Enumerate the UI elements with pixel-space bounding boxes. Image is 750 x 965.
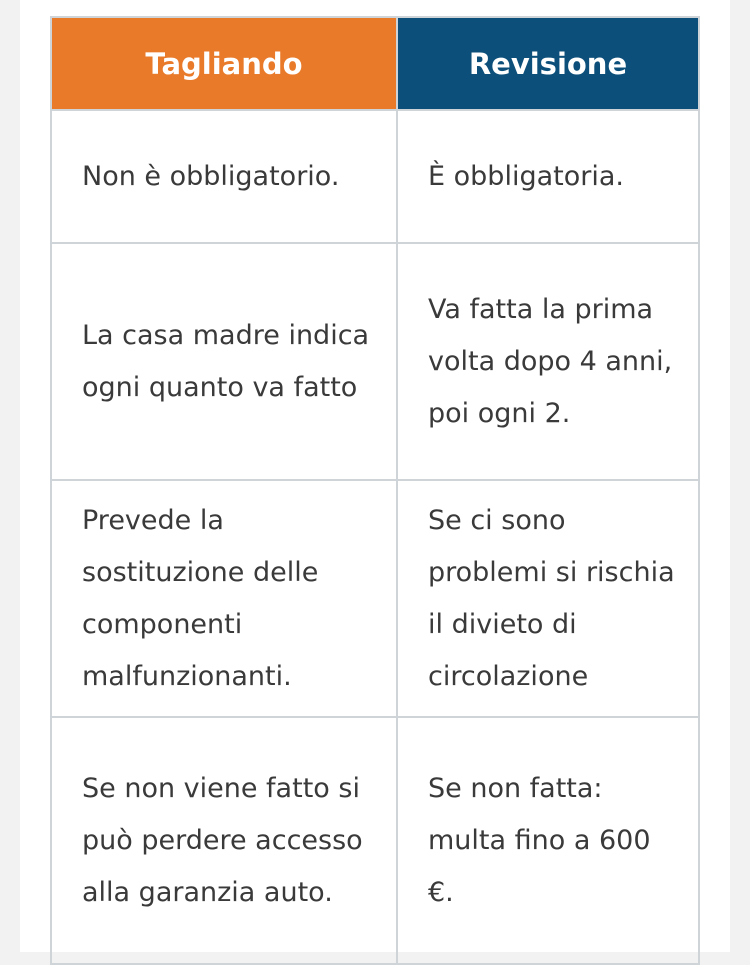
header-revisione: Revisione (397, 17, 699, 110)
table-row (51, 110, 699, 243)
revisione-cell: Se ci sono problemi si rischia il divieto di circolazione (397, 480, 699, 717)
table-row (51, 480, 699, 717)
revisione-cell: È obbligatoria. (397, 110, 699, 243)
table-header-row (51, 17, 699, 110)
revisione-cell: Va fatta la prima volta dopo 4 anni, poi ogni 2. (397, 243, 699, 480)
tagliando-cell: Prevede la sostituzione delle componenti malfunzionanti. (51, 480, 397, 717)
table-row (51, 717, 699, 964)
article-page (20, 0, 730, 952)
table-row (51, 243, 699, 480)
header-tagliando: Tagliando (51, 17, 397, 110)
comparison-table (50, 16, 700, 965)
revisione-cell: Se non fatta: multa fino a 600 €. (397, 717, 699, 964)
tagliando-cell: Se non viene fatto si può perdere accesso alla garanzia auto. (51, 717, 397, 964)
tagliando-cell: La casa madre indica ogni quanto va fatto (51, 243, 397, 480)
tagliando-cell: Non è obbligatorio. (51, 110, 397, 243)
